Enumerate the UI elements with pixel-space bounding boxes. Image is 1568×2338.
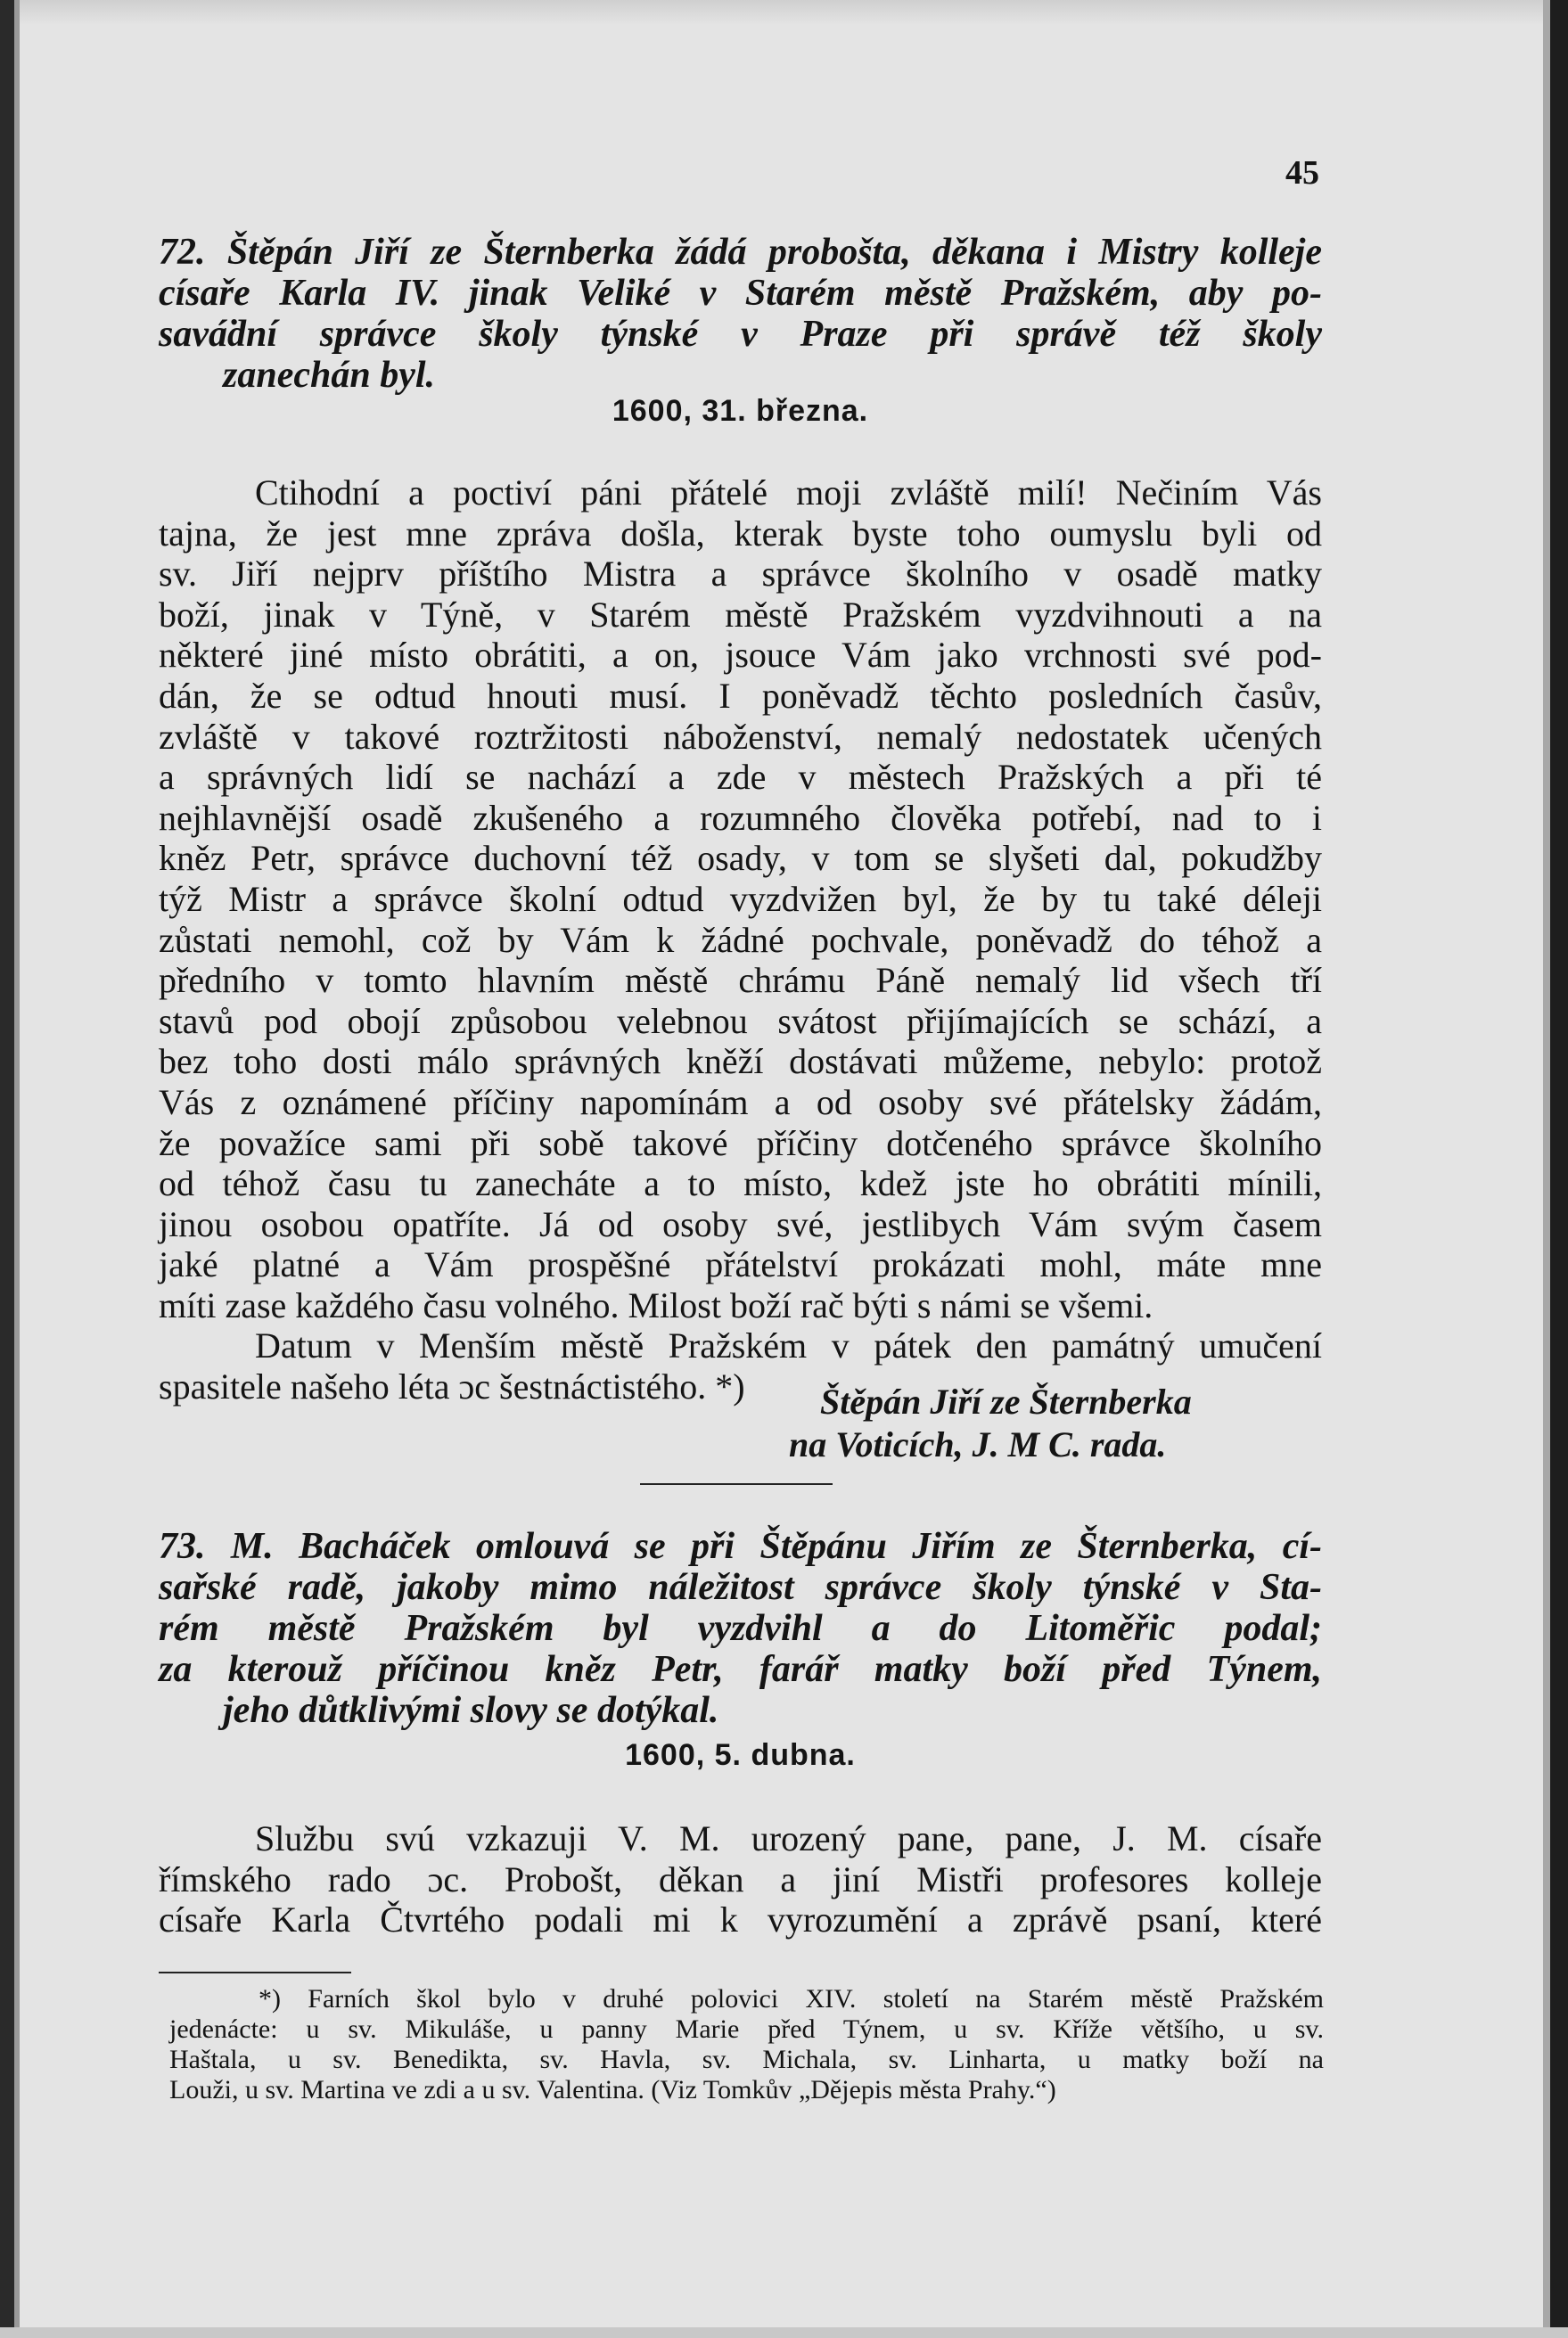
datum-line: Datum v Menším městě Pražském v pátek den památný umučení: [255, 1325, 1322, 1366]
body-line: boží, jinak v Týně, v Starém městě Pražském vyzdvihnouti a na: [159, 594, 1322, 635]
doc72-heading: [159, 232, 1322, 396]
doc73-body: [159, 1818, 1322, 1940]
scan-right-shadow: [1543, 0, 1550, 2338]
body-line: nejhlavnější osadě zkušeného a rozumného člověka potřebí, nad to i: [159, 797, 1322, 838]
doc72-heading-line: císaře Karla IV. jinak Veliké v Starém městě Pražském, aby po-: [159, 273, 1322, 314]
body-line: od téhož času tu zanecháte a to místo, kdež jste ho obrátiti mínili,: [159, 1163, 1322, 1204]
section-divider: [640, 1483, 833, 1485]
footnote-line: Louži, u sv. Martina ve zdi a u sv. Valentina. (Viz Tomkův „Dějepis města Prahy.“): [169, 2075, 1056, 2104]
footnote-line: *) Farních škol bylo v druhé polovici XIV. století na Starém městě Pražském: [259, 1984, 1324, 2014]
body-line: a správných lidí se nachází a zde v městech Pražských a při té: [159, 757, 1322, 798]
scan-left-edge: [0, 0, 14, 2338]
doc73-heading-line: jeho důtklivými slovy se dotýkal.: [223, 1690, 719, 1731]
body-line: zvláště v takové roztržitosti náboženství, nemalý nedostatek učených: [159, 716, 1322, 757]
doc72-date: 1600, 31. března.: [612, 394, 869, 428]
body-line: dán, že se odtud hnouti musí. I poněvadž těchto posledních časův,: [159, 675, 1322, 716]
body-line: římského rado ɔc. Probošt, děkan a jiní Mistři profesores kolleje: [159, 1858, 1322, 1899]
body-line: tajna, že jest mne zpráva došla, kterak byste toho oumyslu byli od: [159, 513, 1322, 554]
footnote-line: Haštala, u sv. Benedikta, sv. Havla, sv. Michala, sv. Linharta, u matky boží na: [169, 2045, 1324, 2074]
doc72-heading-line: zanechán byl.: [223, 355, 436, 396]
body-line: jaké platné a Vám prospěšné přátelství prokázati mohl, máte mne: [159, 1244, 1322, 1285]
datum-line: spasitele našeho léta ɔc šestnáctistého. *): [159, 1366, 745, 1407]
scan-top-edge: [0, 0, 1568, 25]
doc73-heading-line: za kterouž příčinou kněz Petr, farář matky boží před Týnem,: [159, 1649, 1322, 1690]
body-line: některé jiné místo obrátiti, a on, jsouce Vám jako vrchnosti své pod-: [159, 635, 1322, 676]
body-line: jinou osobou opatříte. Já od osoby své, jestlibych Vám svým časem: [159, 1203, 1322, 1244]
doc73-heading-line: 73. M. Bacháček omlouvá se při Štěpánu Jiřím ze Šternberka, cí-: [159, 1526, 1322, 1567]
body-line: míti zase každého času volného. Milost boží rač býti s námi se všemi.: [159, 1284, 1153, 1325]
footnote-line: jedenácte: u sv. Mikuláše, u panny Marie před Týnem, u sv. Kříže většího, u sv.: [169, 2014, 1324, 2044]
doc72-heading-line: 72. Štěpán Jiří ze Šternberka žádá probošta, děkana i Mistry kolleje: [159, 232, 1322, 273]
body-line: předního v tomto hlavním městě chrámu Páně nemalý lid všech tří: [159, 960, 1322, 1001]
page-number: 45: [1285, 154, 1319, 192]
body-line: kněz Petr, správce duchovní též osady, v tom se slyšeti dal, pokudžby: [159, 838, 1322, 879]
scan-right-edge: [1550, 0, 1568, 2338]
footnote-rule: [159, 1972, 351, 1973]
doc72-signature-title: na Voticích, J. M C. rada.: [789, 1424, 1167, 1464]
body-line: stavů pod obojí způsobou velebnou svátost přijímajících se schází, a: [159, 1000, 1322, 1041]
doc73-heading-line: rém městě Pražském byl vyzdvihl a do Litoměřic podal;: [159, 1608, 1322, 1649]
doc73-heading-line: sařské radě, jakoby mimo náležitost správce školy týnské v Sta-: [159, 1567, 1322, 1608]
doc73-heading: [159, 1526, 1322, 1731]
body-line: sv. Jiří nejprv příštího Mistra a správce školního v osadě matky: [159, 554, 1322, 595]
body-line: týž Mistr a správce školní odtud vyzdvižen byl, že by tu také déleji: [159, 878, 1322, 919]
scan-left-shadow: [14, 0, 20, 2338]
doc72-heading-line: saváḋní správce školy týnské v Praze při správě též školy: [159, 314, 1322, 355]
doc73-date: 1600, 5. dubna.: [625, 1738, 856, 1772]
scan-bottom-edge: [0, 2327, 1568, 2338]
body-line: císaře Karla Čtvrtého podali mi k vyrozumění a zprávě psaní, které: [159, 1899, 1322, 1940]
doc72-body: [159, 472, 1322, 1407]
body-line: bez toho dosti málo správných kněží dostávati můžeme, nebylo: protož: [159, 1041, 1322, 1082]
body-line: že považíce sami při sobě takové příčiny dotčeného správce školního: [159, 1122, 1322, 1163]
body-line: Ctihodní a poctiví páni přátelé moji zvláště milí! Nečiním Vás: [255, 472, 1322, 513]
body-line: zůstati nemohl, což by Vám k žádné pochvale, poněvadž do téhož a: [159, 919, 1322, 960]
footnote: [169, 1984, 1324, 2105]
body-line: Vás z oznámené příčiny napomínám a od osoby své přátelsky žádám,: [159, 1081, 1322, 1122]
doc72-signature-name: Štěpán Jiří ze Šternberka: [820, 1382, 1192, 1422]
body-line: Službu svú vzkazuji V. M. urozený pane, pane, J. M. císaře: [255, 1818, 1322, 1858]
